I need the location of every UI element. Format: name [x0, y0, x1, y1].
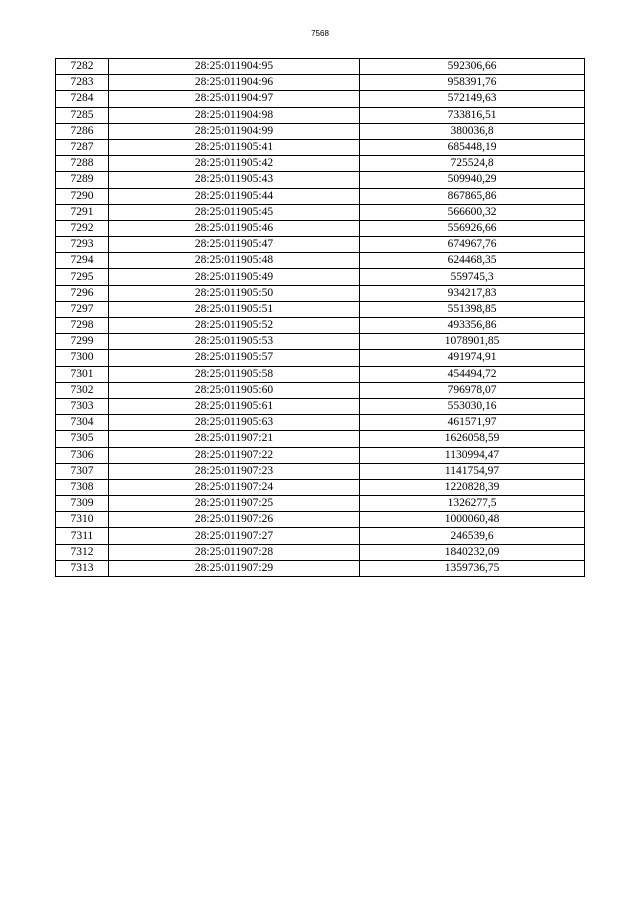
- value-cell: 1000060,48: [360, 512, 585, 528]
- row-number-cell: 7286: [56, 123, 109, 139]
- value-cell: 1130994,47: [360, 447, 585, 463]
- value-cell: 934217,83: [360, 285, 585, 301]
- value-cell: 624468,35: [360, 253, 585, 269]
- value-cell: 1840232,09: [360, 544, 585, 560]
- value-cell: 1359736,75: [360, 560, 585, 576]
- cadastral-number-cell: 28:25:011905:52: [109, 318, 360, 334]
- table-row: [56, 366, 585, 382]
- cadastral-number-cell: 28:25:011904:97: [109, 91, 360, 107]
- row-number-cell: 7289: [56, 172, 109, 188]
- table-row: [56, 431, 585, 447]
- table-row: [56, 560, 585, 576]
- value-cell: 674967,76: [360, 237, 585, 253]
- value-cell: 1326277,5: [360, 496, 585, 512]
- table-row: [56, 350, 585, 366]
- table-row: [56, 172, 585, 188]
- table-row: [56, 59, 585, 75]
- value-cell: 566600,32: [360, 204, 585, 220]
- row-number-cell: 7288: [56, 156, 109, 172]
- row-number-cell: 7298: [56, 318, 109, 334]
- cadastral-number-cell: 28:25:011905:50: [109, 285, 360, 301]
- row-number-cell: 7312: [56, 544, 109, 560]
- cadastral-number-cell: 28:25:011907:28: [109, 544, 360, 560]
- row-number-cell: 7290: [56, 188, 109, 204]
- table-body: [56, 59, 585, 577]
- value-cell: 553030,16: [360, 398, 585, 414]
- cadastral-number-cell: 28:25:011907:26: [109, 512, 360, 528]
- table-row: [56, 398, 585, 414]
- cadastral-number-cell: 28:25:011907:23: [109, 463, 360, 479]
- value-cell: 796978,07: [360, 382, 585, 398]
- value-cell: 1078901,85: [360, 334, 585, 350]
- value-cell: 509940,29: [360, 172, 585, 188]
- value-cell: 1220828,39: [360, 479, 585, 495]
- value-cell: 380036,8: [360, 123, 585, 139]
- table-row: [56, 415, 585, 431]
- value-cell: 1626058,59: [360, 431, 585, 447]
- cadastral-number-cell: 28:25:011907:24: [109, 479, 360, 495]
- row-number-cell: 7283: [56, 75, 109, 91]
- row-number-cell: 7294: [56, 253, 109, 269]
- row-number-cell: 7297: [56, 301, 109, 317]
- row-number-cell: 7307: [56, 463, 109, 479]
- cadastral-number-cell: 28:25:011905:60: [109, 382, 360, 398]
- cadastral-number-cell: 28:25:011904:99: [109, 123, 360, 139]
- cadastral-number-cell: 28:25:011905:53: [109, 334, 360, 350]
- row-number-cell: 7304: [56, 415, 109, 431]
- table-row: [56, 382, 585, 398]
- cadastral-number-cell: 28:25:011904:95: [109, 59, 360, 75]
- cadastral-number-cell: 28:25:011905:61: [109, 398, 360, 414]
- cadastral-number-cell: 28:25:011904:98: [109, 107, 360, 123]
- row-number-cell: 7303: [56, 398, 109, 414]
- table-row: [56, 318, 585, 334]
- row-number-cell: 7305: [56, 431, 109, 447]
- value-cell: 733816,51: [360, 107, 585, 123]
- row-number-cell: 7300: [56, 350, 109, 366]
- value-cell: 493356,86: [360, 318, 585, 334]
- value-cell: 246539,6: [360, 528, 585, 544]
- row-number-cell: 7309: [56, 496, 109, 512]
- cadastral-number-cell: 28:25:011905:43: [109, 172, 360, 188]
- row-number-cell: 7296: [56, 285, 109, 301]
- row-number-cell: 7295: [56, 269, 109, 285]
- cadastral-number-cell: 28:25:011905:51: [109, 301, 360, 317]
- cadastral-number-cell: 28:25:011905:48: [109, 253, 360, 269]
- cadastral-number-cell: 28:25:011904:96: [109, 75, 360, 91]
- row-number-cell: 7291: [56, 204, 109, 220]
- cadastral-number-cell: 28:25:011905:46: [109, 220, 360, 236]
- row-number-cell: 7292: [56, 220, 109, 236]
- table-row: [56, 156, 585, 172]
- value-cell: 551398,85: [360, 301, 585, 317]
- cadastral-number-cell: 28:25:011905:49: [109, 269, 360, 285]
- row-number-cell: 7310: [56, 512, 109, 528]
- table-row: [56, 220, 585, 236]
- table-row: [56, 188, 585, 204]
- cadastral-number-cell: 28:25:011905:44: [109, 188, 360, 204]
- cadastral-number-cell: 28:25:011905:63: [109, 415, 360, 431]
- row-number-cell: 7301: [56, 366, 109, 382]
- row-number-cell: 7293: [56, 237, 109, 253]
- table-row: [56, 463, 585, 479]
- value-cell: 559745,3: [360, 269, 585, 285]
- cadastral-number-cell: 28:25:011905:58: [109, 366, 360, 382]
- value-cell: 685448,19: [360, 139, 585, 155]
- table-row: [56, 107, 585, 123]
- page-number: 7568: [311, 29, 329, 38]
- value-cell: 556926,66: [360, 220, 585, 236]
- value-cell: 725524,8: [360, 156, 585, 172]
- table-row: [56, 123, 585, 139]
- table-row: [56, 544, 585, 560]
- table-row: [56, 447, 585, 463]
- data-table: [55, 58, 585, 577]
- cadastral-number-cell: 28:25:011905:45: [109, 204, 360, 220]
- table-row: [56, 334, 585, 350]
- value-cell: 454494,72: [360, 366, 585, 382]
- row-number-cell: 7302: [56, 382, 109, 398]
- row-number-cell: 7299: [56, 334, 109, 350]
- cadastral-number-cell: 28:25:011905:47: [109, 237, 360, 253]
- value-cell: 592306,66: [360, 59, 585, 75]
- table-row: [56, 204, 585, 220]
- row-number-cell: 7306: [56, 447, 109, 463]
- value-cell: 1141754,97: [360, 463, 585, 479]
- cadastral-number-cell: 28:25:011907:21: [109, 431, 360, 447]
- table-row: [56, 253, 585, 269]
- value-cell: 867865,86: [360, 188, 585, 204]
- table-row: [56, 528, 585, 544]
- table-row: [56, 237, 585, 253]
- row-number-cell: 7284: [56, 91, 109, 107]
- row-number-cell: 7313: [56, 560, 109, 576]
- cadastral-number-cell: 28:25:011905:42: [109, 156, 360, 172]
- cadastral-number-cell: 28:25:011907:27: [109, 528, 360, 544]
- table-row: [56, 139, 585, 155]
- row-number-cell: 7287: [56, 139, 109, 155]
- row-number-cell: 7282: [56, 59, 109, 75]
- value-cell: 958391,76: [360, 75, 585, 91]
- row-number-cell: 7285: [56, 107, 109, 123]
- table-row: [56, 496, 585, 512]
- table-row: [56, 269, 585, 285]
- table-row: [56, 91, 585, 107]
- table-row: [56, 75, 585, 91]
- cadastral-number-cell: 28:25:011905:41: [109, 139, 360, 155]
- value-cell: 572149,63: [360, 91, 585, 107]
- table-row: [56, 479, 585, 495]
- table-row: [56, 512, 585, 528]
- value-cell: 461571,97: [360, 415, 585, 431]
- table-row: [56, 301, 585, 317]
- cadastral-number-cell: 28:25:011905:57: [109, 350, 360, 366]
- cadastral-number-cell: 28:25:011907:29: [109, 560, 360, 576]
- row-number-cell: 7308: [56, 479, 109, 495]
- cadastral-number-cell: 28:25:011907:22: [109, 447, 360, 463]
- value-cell: 491974,91: [360, 350, 585, 366]
- row-number-cell: 7311: [56, 528, 109, 544]
- cadastral-number-cell: 28:25:011907:25: [109, 496, 360, 512]
- table-row: [56, 285, 585, 301]
